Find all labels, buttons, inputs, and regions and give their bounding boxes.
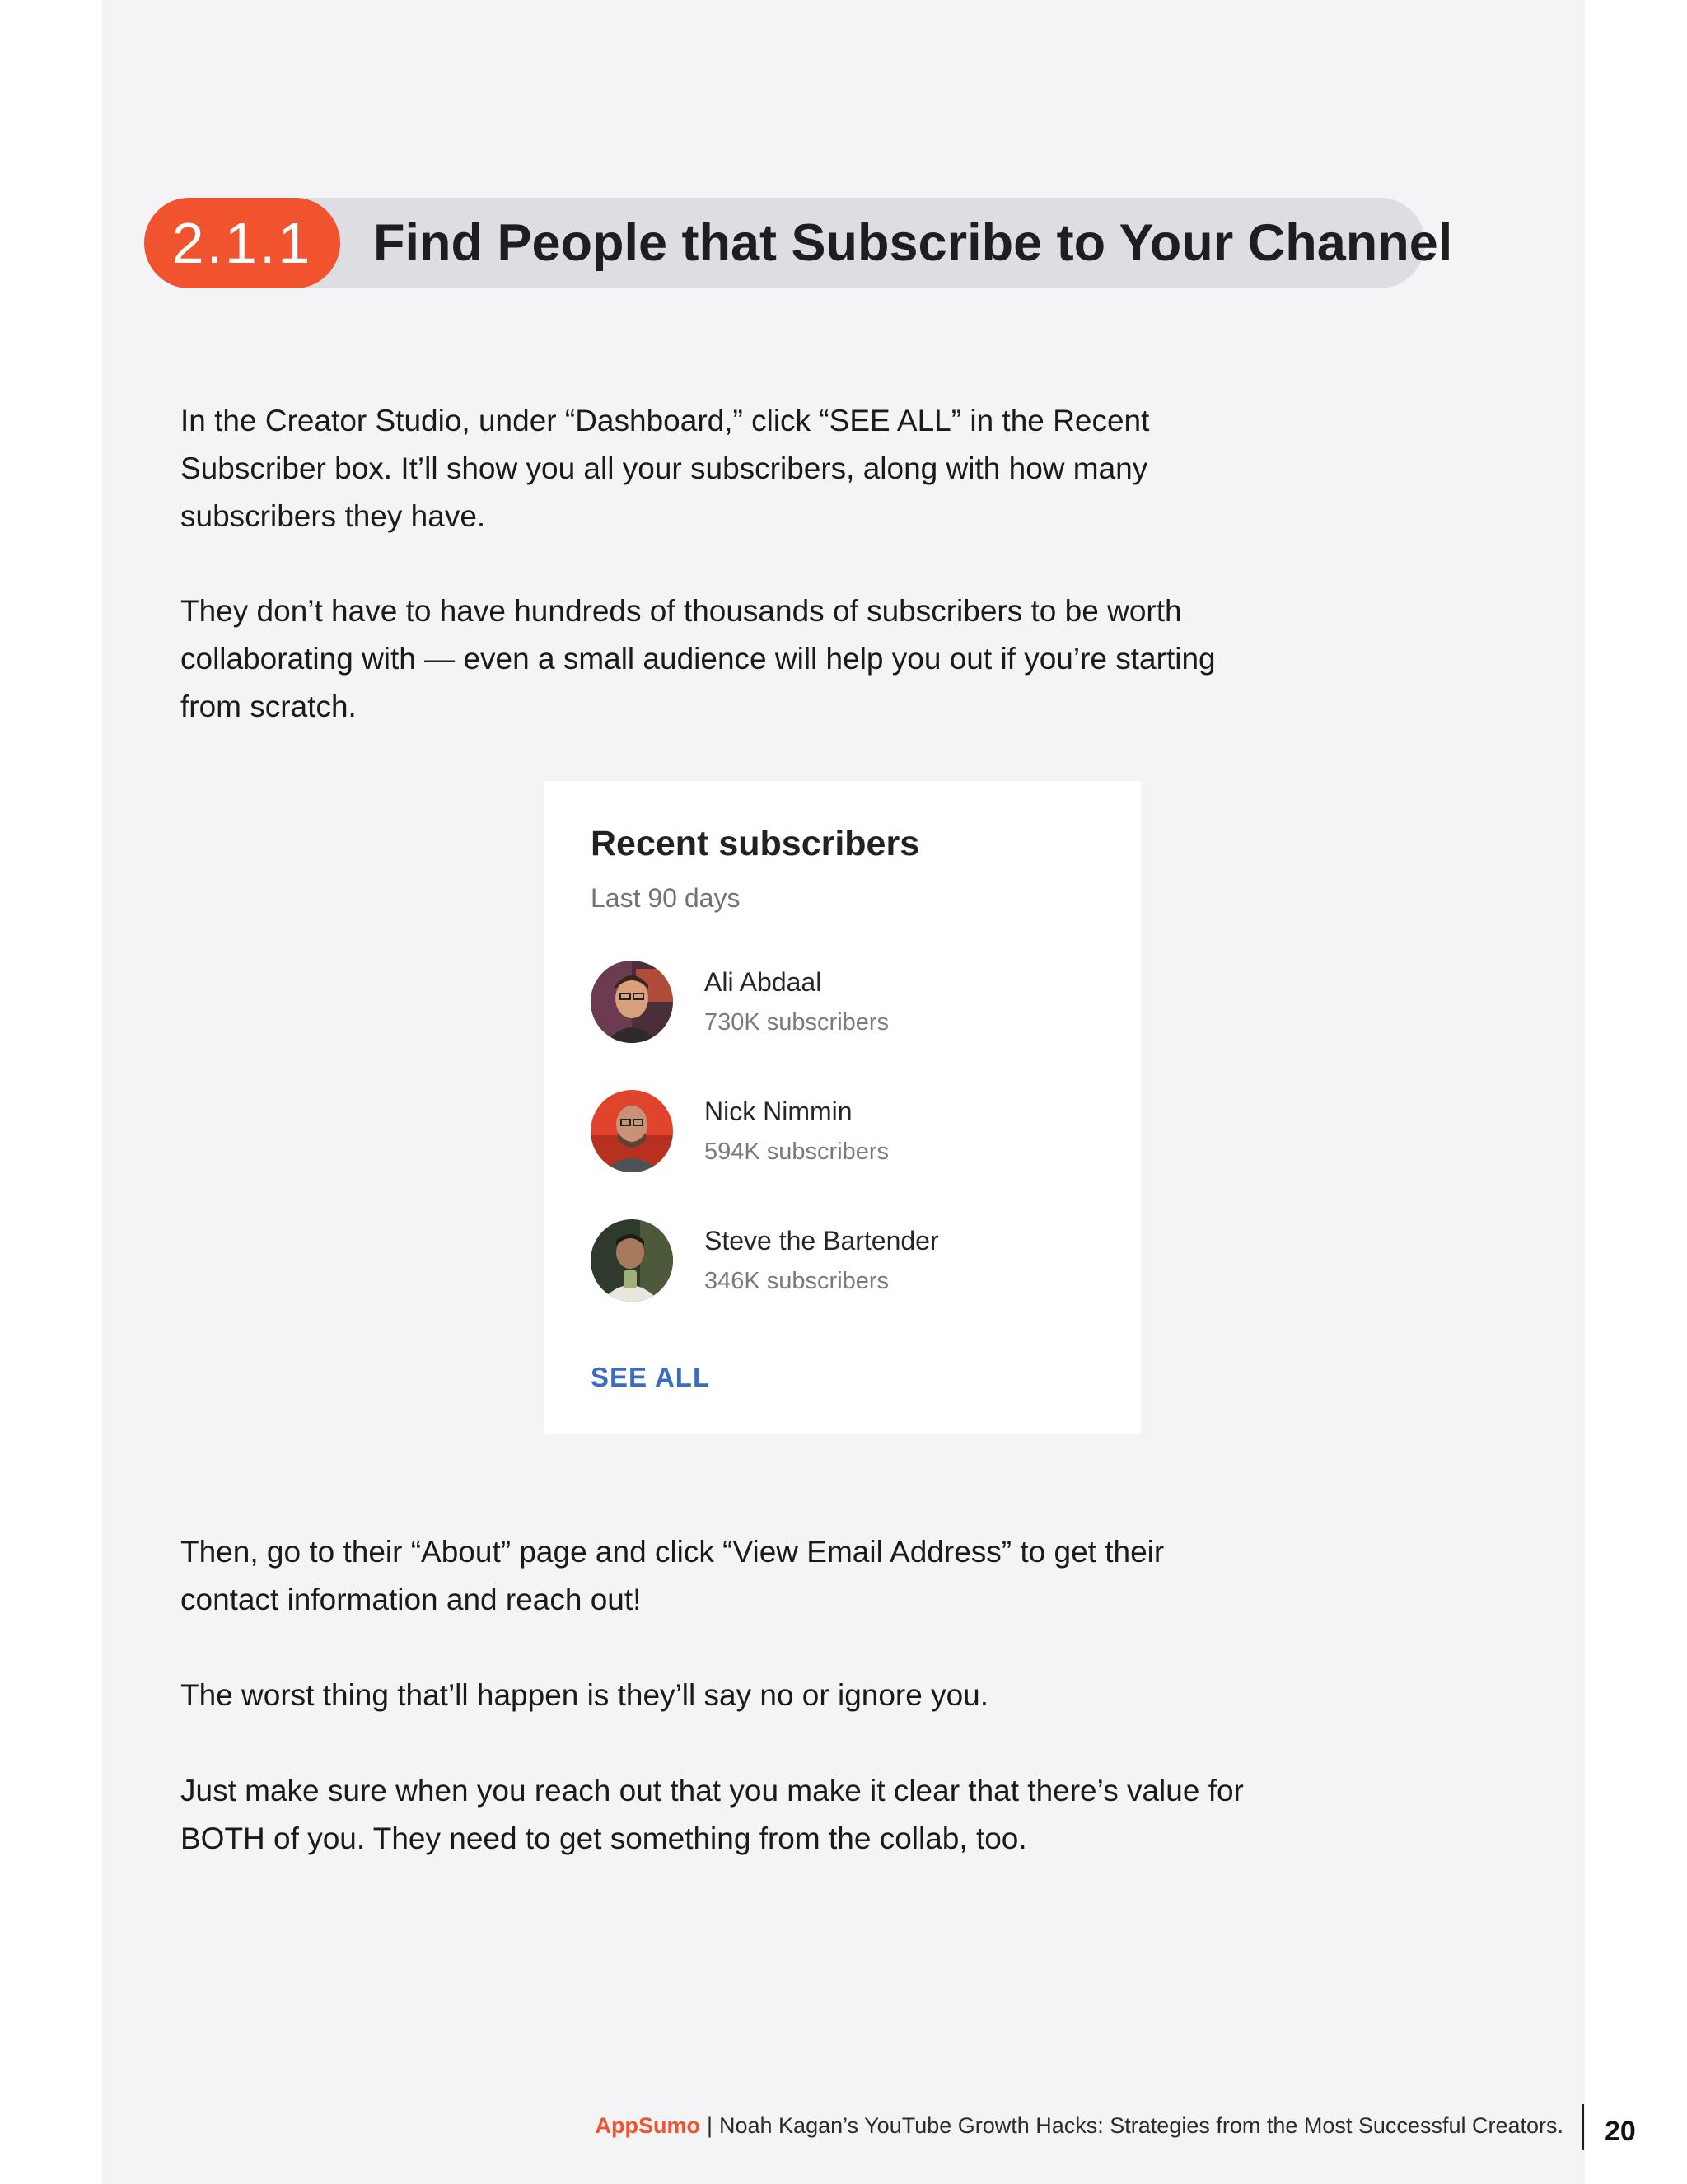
paragraph-intro: In the Creator Studio, under “Dashboard,” click “SEE ALL” in the Recent Subscriber box. It’ll show you all your subscribers, along with how many subscribers they have.	[180, 404, 1150, 533]
footer-divider	[1582, 2104, 1584, 2150]
recent-subscribers-card	[544, 781, 1141, 1434]
paragraph-contact: Then, go to their “About” page and click “View Email Address” to get their contact information and reach out!	[180, 1535, 1165, 1616]
subscriber-row[interactable]	[591, 961, 1118, 1043]
footer-book-title: Noah Kagan’s YouTube Growth Hacks: Strategies from the Most Successful Creators.	[719, 2113, 1563, 2138]
section-number: 2.1.1	[144, 198, 340, 288]
avatar[interactable]	[591, 1090, 673, 1172]
avatar[interactable]	[591, 961, 673, 1043]
subscriber-name[interactable]: Steve the Bartender	[704, 1226, 939, 1256]
avatar-steve-image	[591, 1219, 673, 1302]
subscriber-row[interactable]	[591, 1219, 1118, 1302]
section-title: Find People that Subscribe to Your Channel	[373, 214, 1453, 272]
card-title: Recent subscribers	[591, 824, 920, 863]
subscriber-row[interactable]	[591, 1090, 1118, 1172]
subscriber-count: 730K subscribers	[704, 1009, 890, 1036]
footer-text	[595, 2113, 1563, 2139]
see-all-link[interactable]: SEE ALL	[591, 1362, 711, 1392]
subscriber-name[interactable]: Ali Abdaal	[704, 967, 822, 997]
subscriber-name[interactable]: Nick Nimmin	[704, 1097, 853, 1126]
paragraph-value: Just make sure when you reach out that you make it clear that there’s value for BOTH of you. They need to get something from the collab, too.	[180, 1774, 1244, 1855]
paragraph-worst-case: The worst thing that’ll happen is they’ll say no or ignore you.	[180, 1678, 989, 1712]
avatar-ali-image	[591, 961, 673, 1043]
footer-brand: AppSumo	[595, 2113, 700, 2138]
page-number: 20	[1605, 2116, 1636, 2147]
footer-separator: |	[706, 2113, 713, 2138]
card-subtitle: Last 90 days	[591, 883, 741, 913]
avatar[interactable]	[591, 1219, 673, 1302]
subscriber-count: 346K subscribers	[704, 1268, 890, 1294]
paragraph-audience: They don’t have to have hundreds of thousands of subscribers to be worth collaborating with — even a small audience will help you out if you’re starting from scratch.	[180, 594, 1216, 723]
avatar-nick-image	[591, 1090, 673, 1172]
subscriber-count: 594K subscribers	[704, 1139, 890, 1165]
